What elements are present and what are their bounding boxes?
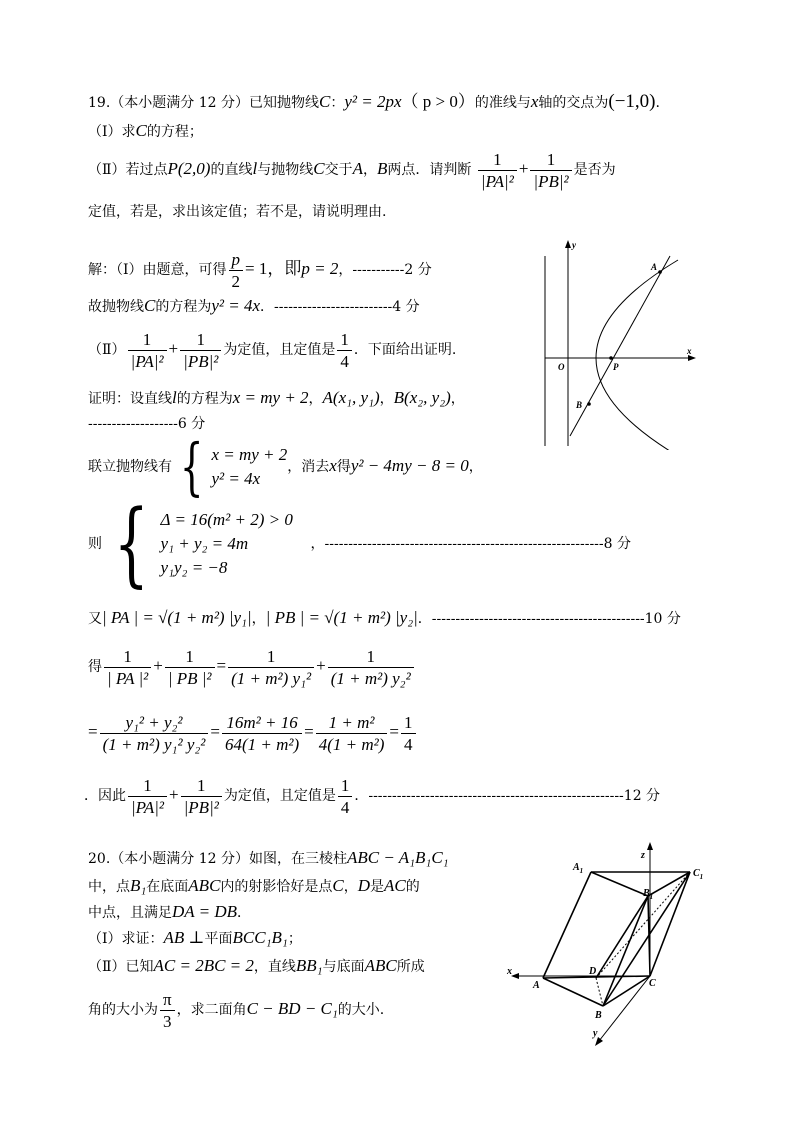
point-p <box>609 356 613 360</box>
fraction-pb: $\frac{1}{\text{|PB|²}}$ <box>530 149 571 192</box>
label-x: x <box>507 966 512 977</box>
fraction-pa: $\frac{1}{\text{|PA|²}}$ <box>478 149 517 192</box>
prism-edges <box>543 872 690 1006</box>
label-a: A <box>651 262 658 272</box>
q20-line2: 中，点B₁在底面ABC内的射影恰好是点C，D是AC的 <box>88 876 420 895</box>
sol19-line2: 故抛物线C的方程为y² = 4x．-------------------------4 分 <box>88 296 420 315</box>
q20-line4: （Ⅰ）求证：AB ⊥平面BCC₁B₁； <box>88 928 302 947</box>
y-axis <box>599 976 650 1041</box>
label-y: y <box>572 240 576 250</box>
q20-line1: 20.（本小题满分 12 分）如图，在三棱柱ABC − A₁B₁C₁ <box>88 848 449 867</box>
label-c1: $C_1$ <box>693 868 704 881</box>
q19-part1: （Ⅰ）求C的方程； <box>88 121 203 140</box>
sol19-line3: （Ⅱ） $\frac{1}{\text{|PA|²}}$ + $\frac{1}{\text{|PB|²}}$ 为定值，且定值是 $\frac{1}{4}$ ．下面给出证明. <box>88 329 457 371</box>
y-axis-arrow <box>565 240 571 248</box>
point-a <box>658 270 662 274</box>
z-axis-arrow <box>647 842 653 850</box>
label-b1: $B_1$ <box>643 888 654 901</box>
label-y: y <box>593 1028 598 1039</box>
label-a: A <box>533 980 540 991</box>
sol19-line4: 证明：设直线l的方程为x = my + 2，A(x₁, y₁)，B(x₂, y₂)， <box>88 388 465 407</box>
point-b <box>587 402 591 406</box>
label-b: B <box>595 1010 602 1021</box>
q19-line1: 19.（本小题满分 12 分）已知抛物线C：y² = 2px（ p > 0）的准线与x轴的交点为(−1,0). <box>88 91 660 112</box>
q19-part2-cont: 定值，若是，求出该定值；若不是，请说明理由. <box>88 204 387 220</box>
label-o: O <box>558 362 565 372</box>
sol19-line1: 解：（Ⅰ）由题意，可得 $\frac{p}{2}$ = 1，即p = 2，-----------2 分 <box>88 249 432 291</box>
label-d: D <box>589 966 597 977</box>
label-p: P <box>613 362 619 372</box>
label-z: z <box>641 850 645 861</box>
sol19-line5: -------------------6 分 <box>88 416 206 432</box>
sol19-line8: 又| PA | = √(1 + m²) |y₁|，| PB | = √(1 + m²) |y₂|．---------------------------------------------10 分 <box>88 608 681 627</box>
q20-line6: 角的大小为 $\frac{\pi}{3}$ ，求二面角C − BD − C₁的大小. <box>88 989 385 1031</box>
label-b: B <box>576 400 583 410</box>
label-a1: $A_1$ <box>573 862 584 875</box>
sol19-line7: 则 { Δ = 16(m² + 2) > 0 y₁ + y₂ = 4m y₁y₂ = −8 ，-----------------------------------------------------------8 分 <box>88 490 632 597</box>
sol19-line11: ．因此 $\frac{1}{\text{|PA|²}}$ + $\frac{1}{\text{|PB|²}}$ 为定值，且定值是 $\frac{1}{4}$ ．------------------------------------------------------12 分 <box>84 775 661 817</box>
prism-figure <box>495 836 720 1051</box>
x-axis-arrow <box>511 973 519 979</box>
dashed-db <box>596 978 603 1006</box>
q20-line5: （Ⅱ）已知AC = 2BC = 2，直线BB₁与底面ABC所成 <box>88 956 425 975</box>
label-c: C <box>649 978 656 989</box>
label-x: x <box>687 346 692 356</box>
q19-part2: （Ⅱ）若过点P(2,0)的直线l与抛物线C交于A，B两点．请判断 $\frac{1}{\text{|PA|²}}$ + $\frac{1}{\text{|PB|²}}$ 是否为 <box>88 149 616 191</box>
sol19-line10: = $\frac{\text{y₁² + y₂²}}{\text{(1 + m²) y₁² y₂²}}$ = $\frac{\text{16m² + 16}}{\text{64(1 + m²)}}$ = $\frac{\text{1 + m²}}{\text{4(1 + m²)}}$ = $\frac{1}{4}$ <box>88 702 418 763</box>
line-l <box>570 256 670 436</box>
sol19-line6: 联立抛物线有 { x = my + 2 y² = 4x ，消去x得y² − 4my − 8 = 0， <box>88 430 483 503</box>
parabola-figure <box>530 236 700 450</box>
q20-line3: 中点，且满足DA = DB． <box>88 902 251 921</box>
parabola-curve <box>596 260 678 450</box>
sol19-line9: 得 $\frac{1}{\text{| PA |²}}$ + $\frac{1}{\text{| PB |²}}$ = $\frac{1}{\text{(1 + m²) y₁²}}$ + $\frac{1}{\text{(1 + m²) y₂²}}$ <box>88 636 416 697</box>
